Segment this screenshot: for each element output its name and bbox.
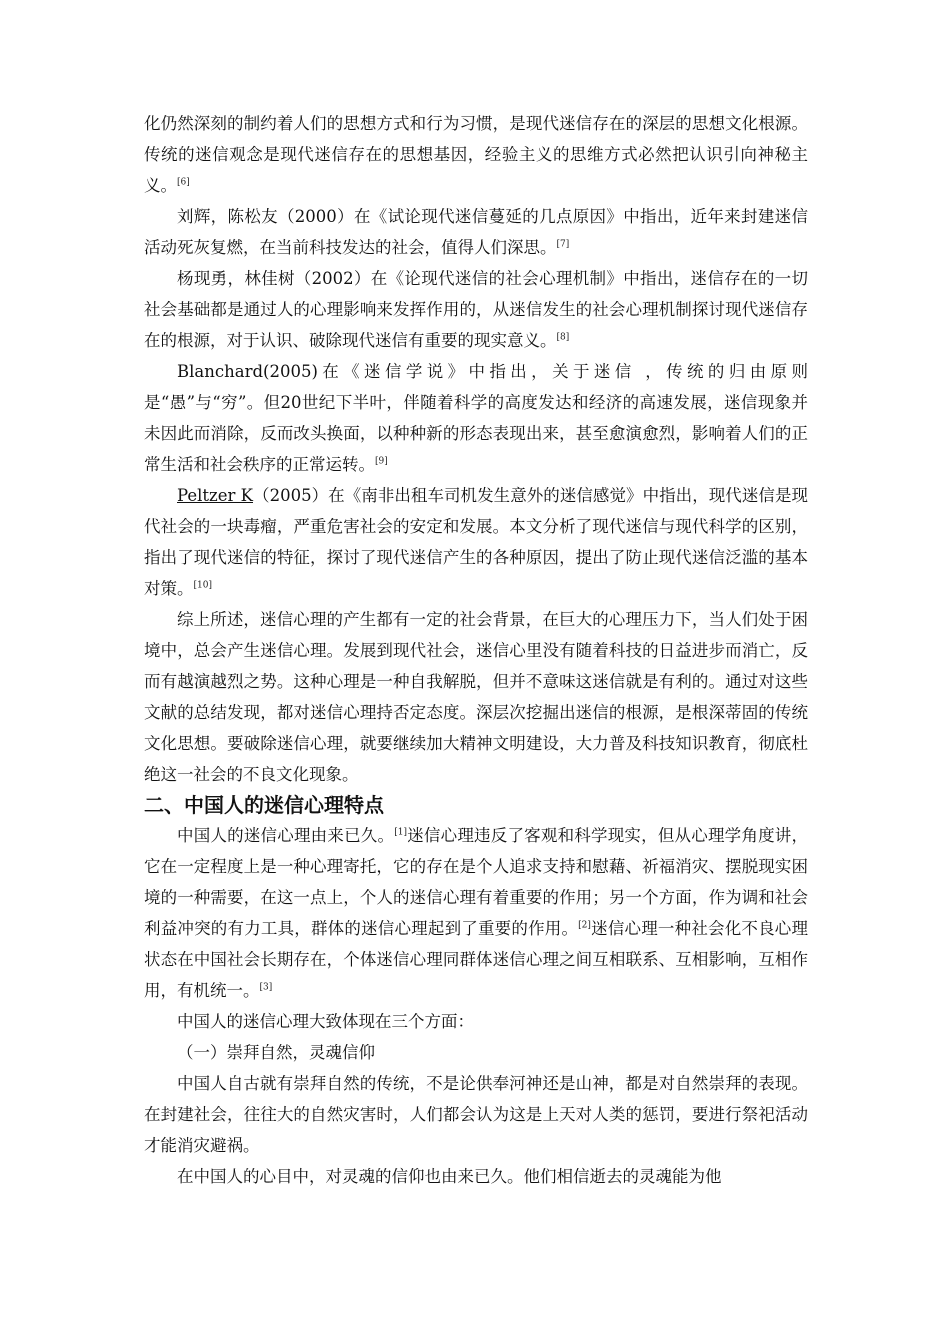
paragraph-text: 中国人的迷信心理由来已久。 [177, 826, 395, 845]
citation-ref: [9] [375, 456, 388, 467]
subsection-heading: （一）崇拜自然，灵魂信仰 [177, 1043, 375, 1062]
paragraph-text: 迷信心理违反了客观和科学现实，但从心理学角度讲，它在一定程度上是一种心理寄托，它的存在是个人追求支持和慰藉、祈福消灾、摆脱现实困境的一种需要，在这一点上，个人的迷信心理有着重要的作用；另一个方面，作为调和社会利益冲突的有力工具，群体的迷信心理起到了重要的作用。 [144, 826, 809, 938]
paragraph-text: 综上所述，迷信心理的产生都有一定的社会背景，在巨大的心理压力下，当人们处于困境中，总会产生迷信心理。发展到现代社会，迷信心里没有随着科技的日益进步而消亡，反而有越演越烈之势。这种心理是一种自我解脱，但并不意味这迷信就是有利的。通过对这些文献的总结发现，都对迷信心理持否定态度。深层次挖掘出迷信的根源，是根深蒂固的传统文化思想。要破除迷信心理，就要继续加大精神文明建设，大力普及科技知识教育，彻底杜绝这一社会的不良文化现象。 [144, 610, 808, 784]
citation-ref: [8] [556, 332, 570, 343]
citation-ref: [3] [259, 982, 273, 993]
paragraph-liu-chen [144, 201, 808, 263]
paragraph-text: 化仍然深刻的制约着人们的思想方式和行为习惯，是现代迷信存在的深层的思想文化根源。传统的迷信观念是现代迷信存在的思想基因，经验主义的思维方式必然把认识引向神秘主义。 [144, 114, 808, 195]
citation-ref: [10] [193, 580, 212, 591]
paragraph-soul-belief: 在中国人的心目中，对灵魂的信仰也由来已久。他们相信逝去的灵魂能为他 [177, 1167, 722, 1186]
paragraph-peltzer [144, 480, 808, 604]
paragraph-continuation [144, 108, 808, 201]
citation-ref: [1] [394, 827, 407, 838]
paragraph-nature-worship: 中国人自古就有崇拜自然的传统，不是论供奉河神还是山神，都是对自然崇拜的表现。在封建社会，往往大的自然灾害时，人们都会认为这是上天对人类的惩罚，要进行祭祀活动才能消灾避祸。 [144, 1074, 808, 1155]
author-link[interactable]: Peltzer K [177, 486, 253, 505]
paragraph-summary [144, 604, 808, 790]
paragraph-text: 刘辉，陈松友（2000）在《试论现代迷信蔓延的几点原因》中指出，近年来封建迷信活动死灰复燃，在当前科技发达的社会，值得人们深思。 [144, 207, 808, 257]
citation-ref: [6] [177, 177, 190, 188]
paragraph-section2-intro [144, 820, 808, 1006]
section-heading: 二、中国人的迷信心理特点 [144, 793, 384, 817]
paragraph-text: 杨现勇，林佳树（2002）在《论现代迷信的社会心理机制》中指出，迷信存在的一切社会基础都是通过人的心理影响来发挥作用的，从迷信发生的社会心理机制探讨现代迷信存在的根源，对于认识、破除现代迷信有重要的现实意义。 [144, 269, 808, 350]
citation-ref: [7] [556, 239, 570, 250]
paragraph-text: （2005）在《南非出租车司机发生意外的迷信感觉》中指出，现代迷信是现代社会的一块毒瘤，严重危害社会的安定和发展。本文分析了现代迷信与现代科学的区别，指出了现代迷信的特征，探讨了现代迷信产生的各种原因，提出了防止现代迷信泛滥的基本对策。 [144, 486, 808, 598]
paragraph-text: Blanchard(2005)在《迷信学说》中指出，关于迷信 ，传统的归由原则是“愚”与“穷”。但20世纪下半叶，伴随着科学的高度发达和经济的高速发展，迷信现象并未因此而消除，反而改头换面，以种种新的形态表现出来，甚至愈演愈烈，影响着人们的正常生活和社会秩序的正常运转。 [144, 362, 808, 474]
citation-ref: [2] [578, 920, 591, 931]
paragraph-blanchard [144, 356, 808, 480]
paragraph-three-aspects: 中国人的迷信心理大致体现在三个方面： [177, 1012, 474, 1031]
document-page [144, 108, 808, 1192]
paragraph-yang-lin [144, 263, 808, 356]
paragraph-text: 迷信心理一种社会化不良心理状态在中国社会长期存在，个体迷信心理同群体迷信心理之间互相联系、互相影响，互相作用，有机统一。 [144, 919, 809, 1000]
